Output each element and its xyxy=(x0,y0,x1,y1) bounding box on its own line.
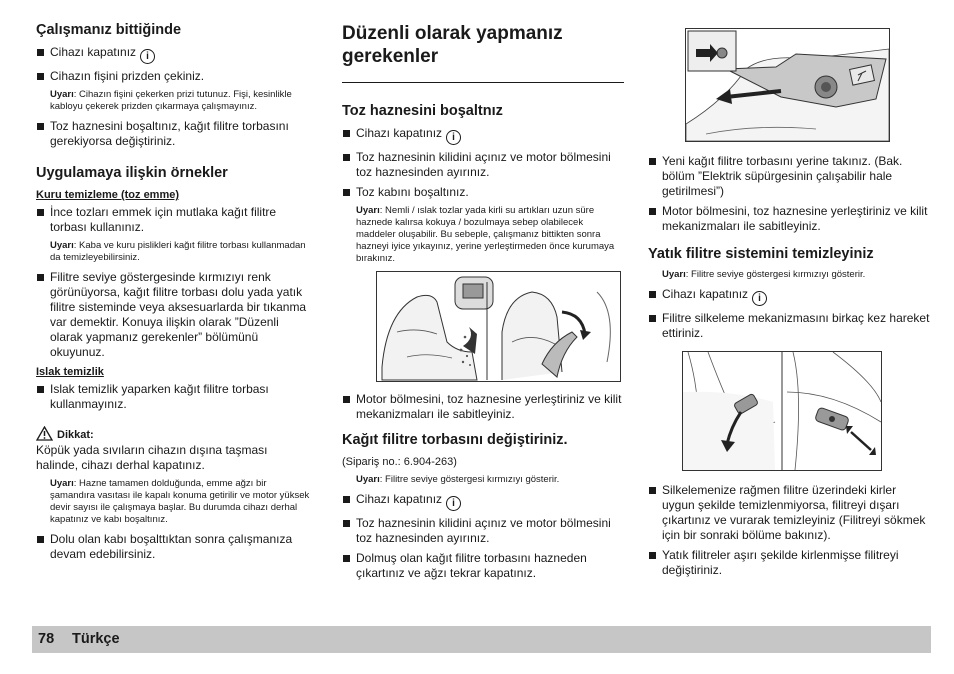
list-item: Motor bölmesini, toz haznesine yerleştiriniz ve kilit mekanizmaları ile sabitleyiniz. xyxy=(648,204,930,234)
page-number: 78 xyxy=(38,631,55,647)
dry-list xyxy=(36,205,312,235)
list-item: Cihazın fişini prizden çekiniz. xyxy=(36,69,312,84)
page-title: Düzenli olarak yapmanız gerekenler xyxy=(342,23,563,67)
info-icon: i xyxy=(140,49,155,64)
list-item: Cihazı kapatınız i xyxy=(342,126,624,145)
list-item: Silkelemenize rağmen filitre üzerindeki kirler uygun şekilde temizlenmiyorsa, filitreyi dışarı çıkartınız ve vurarak temizleyiniz (Filitreyi sökmek için bir sonraki bölüme bakınız). xyxy=(648,483,930,543)
info-icon: i xyxy=(446,130,461,145)
caution-heading: Dikkat: xyxy=(36,426,312,441)
subheading-dry: Kuru temizleme (toz emme) xyxy=(36,189,180,201)
warning-note: Uyarı: Filitre seviye göstergesi kırmızıyı gösterir. xyxy=(356,474,560,485)
finish-list xyxy=(36,45,312,84)
list-item: Cihazı kapatınız i xyxy=(342,492,624,511)
warning-note: Uyarı: Hazne tamamen dolduğunda, emme ağzı bir şamandıra vasıtası ile kapalı konuma getirilir ve motor yüksek devir sayısı ile çalışmaya başlar. Bu durumda cihazı derhal kapatınız ve kabı boşaltınız. xyxy=(50,478,310,525)
dust-list-2 xyxy=(342,392,624,422)
column-left xyxy=(36,22,312,567)
list-item: Islak temizlik yaparken kağıt filitre torbası kullanmayınız. xyxy=(36,382,312,412)
figure-flat-filter xyxy=(682,351,882,471)
wet-list-2 xyxy=(36,532,312,562)
vacuum-container-illustration xyxy=(377,272,620,381)
finish-list-2 xyxy=(36,119,312,149)
list-item: Cihazı kapatınız i xyxy=(36,45,312,64)
subheading-wet: Islak temizlik xyxy=(36,366,104,378)
flat-list-2 xyxy=(648,483,930,578)
list-item: Yatık filitreler aşırı şekilde kirlenmişse filitreyi değiştiriniz. xyxy=(648,548,930,578)
page-footer xyxy=(32,626,931,653)
list-item: Toz kabını boşaltınız. xyxy=(342,185,624,200)
figure-filter-bag xyxy=(685,28,890,142)
language-label: Türkçe xyxy=(72,631,120,647)
warning-note: Uyarı: Nemli / ıslak tozlar yada kirli su artıkları uzun süre haznede kalırsa kokuya / bozulmaya sebep olabilecek maddeler oluşabilir. Bu sebeple, çalışmanız bittikten sonra hazneyi iyice yıkayınız, yerine yerleştirmeden önce kurumaya bırakınız. xyxy=(356,205,615,264)
dust-list xyxy=(342,126,624,200)
list-item: Motor bölmesini, toz haznesine yerleştiriniz ve kilit mekanizmaları ile sabitleyiniz. xyxy=(342,392,624,422)
warning-note: Uyarı: Kaba ve kuru pislikleri kağıt filitre torbası kullanmadan da temizleyebilirsiniz. xyxy=(50,240,306,263)
column-middle xyxy=(342,22,624,586)
flat-filter-illustration xyxy=(683,352,881,470)
list-item: Cihazı kapatınız i xyxy=(648,287,930,306)
heading-dust: Toz haznesini boşaltnız xyxy=(342,103,503,119)
divider xyxy=(342,82,624,83)
list-item: Yeni kağıt filitre torbasını yerine takınız. (Bak. bölüm ”Elektrik süpürgesinin çalışabilir hale getirilmesi”) xyxy=(648,154,930,199)
list-item: Toz haznesini boşaltınız, kağıt filitre torbasını gerekiyorsa değiştiriniz. xyxy=(36,119,312,149)
warning-note: Uyarı: Filitre seviye göstergesi kırmızıyı gösterir. xyxy=(662,269,866,280)
bag-list xyxy=(342,492,624,581)
heading-finish: Çalışmanız bittiğinde xyxy=(36,22,182,38)
heading-bag: Kağıt filitre torbasını değiştiriniz. xyxy=(342,432,568,448)
list-item: Filitre silkeleme mekanizmasını birkaç kez hareket ettiriniz. xyxy=(648,311,930,341)
info-icon: i xyxy=(752,291,767,306)
filter-bag-illustration xyxy=(686,29,889,141)
list-item: Toz haznesinin kilidini açınız ve motor bölmesini toz haznesinden ayırınız. xyxy=(342,150,624,180)
list-item: Dolmuş olan kağıt filitre torbasını hazneden çıkartınız ve ağzı tekrar kapatınız. xyxy=(342,551,624,581)
info-icon: i xyxy=(446,496,461,511)
list-item: Dolu olan kabı boşalttıktan sonra çalışmanıza devam edebilirsiniz. xyxy=(36,532,312,562)
warning-note: Uyarı: Cihazın fişini çekerken prizi tutunuz. Fişi, kesinlikle kabloyu çekerek prizden çıkarmaya çalışmayınız. xyxy=(50,89,292,112)
order-number: (Sipariş no.: 6.904-263) xyxy=(342,456,457,468)
list-item: İnce tozları emmek için mutlaka kağıt filitre torbası kullanınız. xyxy=(36,205,312,235)
warning-triangle-icon xyxy=(36,426,53,441)
heading-flat-filter: Yatık filitre sistemini temizleyiniz xyxy=(648,246,874,262)
figure-empty-container xyxy=(376,271,621,382)
wet-list xyxy=(36,382,312,412)
column-right xyxy=(648,22,930,583)
list-item: Toz haznesinin kilidini açınız ve motor bölmesini toz haznesinden ayırınız. xyxy=(342,516,624,546)
dry-list-2 xyxy=(36,270,312,360)
heading-examples: Uygulamaya ilişkin örnekler xyxy=(36,165,228,181)
flat-list xyxy=(648,287,930,341)
list-item: Filitre seviye göstergesinde kırmızıyı renk görünüyorsa, kağıt filitre torbası dolu yada yatık filitre sisteminde veya aksesuarlarda bir tıkanma var demektir. Konuya ilişkin olarak ”Düzenli olarak yapmanız gerekenler” bölümünü okuyunuz. xyxy=(36,270,312,360)
caution-text: Köpük yada sıvıların cihazın dışına taşması halinde, cihazı derhal kapatınız. xyxy=(36,443,268,472)
bag-list-2 xyxy=(648,154,930,234)
